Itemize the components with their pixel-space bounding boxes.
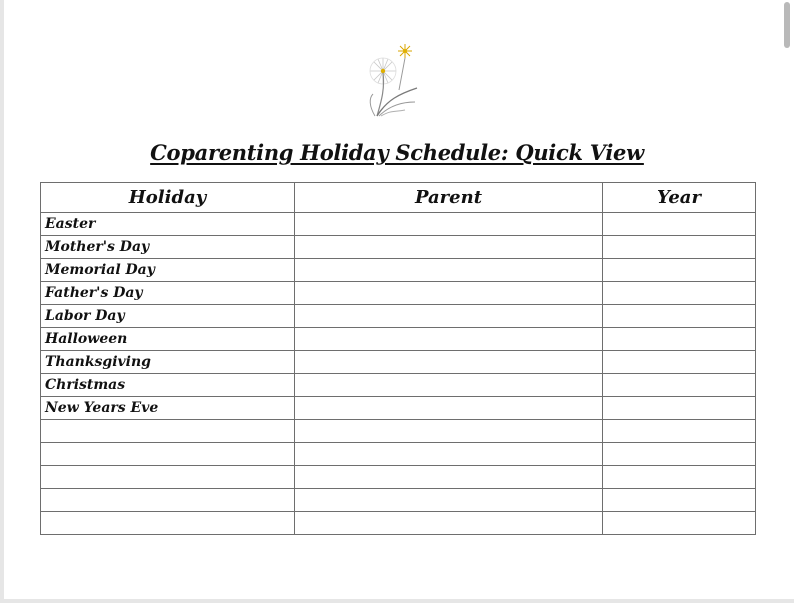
year-cell [603, 259, 756, 282]
parent-cell [295, 397, 603, 420]
year-cell [603, 489, 756, 512]
holiday-cell: New Years Eve [41, 397, 295, 420]
parent-cell [295, 305, 603, 328]
header-year: Year [603, 183, 756, 213]
holiday-cell [41, 466, 295, 489]
year-cell [603, 236, 756, 259]
scrollbar[interactable] [784, 2, 790, 48]
table-row [41, 374, 756, 397]
header-holiday: Holiday [41, 183, 295, 213]
holiday-cell [41, 489, 295, 512]
year-cell [603, 328, 756, 351]
parent-cell [295, 351, 603, 374]
year-cell [603, 305, 756, 328]
parent-cell [295, 259, 603, 282]
holiday-cell: Thanksgiving [41, 351, 295, 374]
parent-cell [295, 328, 603, 351]
table-row [41, 282, 756, 305]
parent-cell [295, 236, 603, 259]
holiday-cell: Easter [41, 213, 295, 236]
year-cell [603, 466, 756, 489]
document-title: Coparenting Holiday Schedule: Quick View [150, 140, 644, 165]
holiday-cell: Labor Day [41, 305, 295, 328]
header-row [41, 183, 756, 213]
table-row [41, 259, 756, 282]
holiday-cell [41, 443, 295, 466]
holiday-cell: Christmas [41, 374, 295, 397]
year-cell [603, 374, 756, 397]
year-cell [603, 213, 756, 236]
table-row [41, 305, 756, 328]
table-row [41, 328, 756, 351]
holiday-cell [41, 512, 295, 535]
holiday-schedule-table [40, 182, 756, 535]
year-cell [603, 282, 756, 305]
table-row [41, 489, 756, 512]
year-cell [603, 397, 756, 420]
holiday-cell: Halloween [41, 328, 295, 351]
year-cell [603, 351, 756, 374]
holiday-cell: Memorial Day [41, 259, 295, 282]
table-row [41, 397, 756, 420]
parent-cell [295, 489, 603, 512]
table-row [41, 466, 756, 489]
table-row [41, 213, 756, 236]
header-parent: Parent [295, 183, 603, 213]
holiday-cell: Mother's Day [41, 236, 295, 259]
parent-cell [295, 420, 603, 443]
year-cell [603, 420, 756, 443]
table-row [41, 443, 756, 466]
table-row [41, 236, 756, 259]
parent-cell [295, 512, 603, 535]
parent-cell [295, 374, 603, 397]
table-row [41, 420, 756, 443]
dandelion-icon [365, 40, 425, 120]
table-row [41, 512, 756, 535]
parent-cell [295, 282, 603, 305]
year-cell [603, 443, 756, 466]
parent-cell [295, 466, 603, 489]
holiday-cell [41, 420, 295, 443]
table-row [41, 351, 756, 374]
parent-cell [295, 213, 603, 236]
holiday-cell: Father's Day [41, 282, 295, 305]
parent-cell [295, 443, 603, 466]
year-cell [603, 512, 756, 535]
